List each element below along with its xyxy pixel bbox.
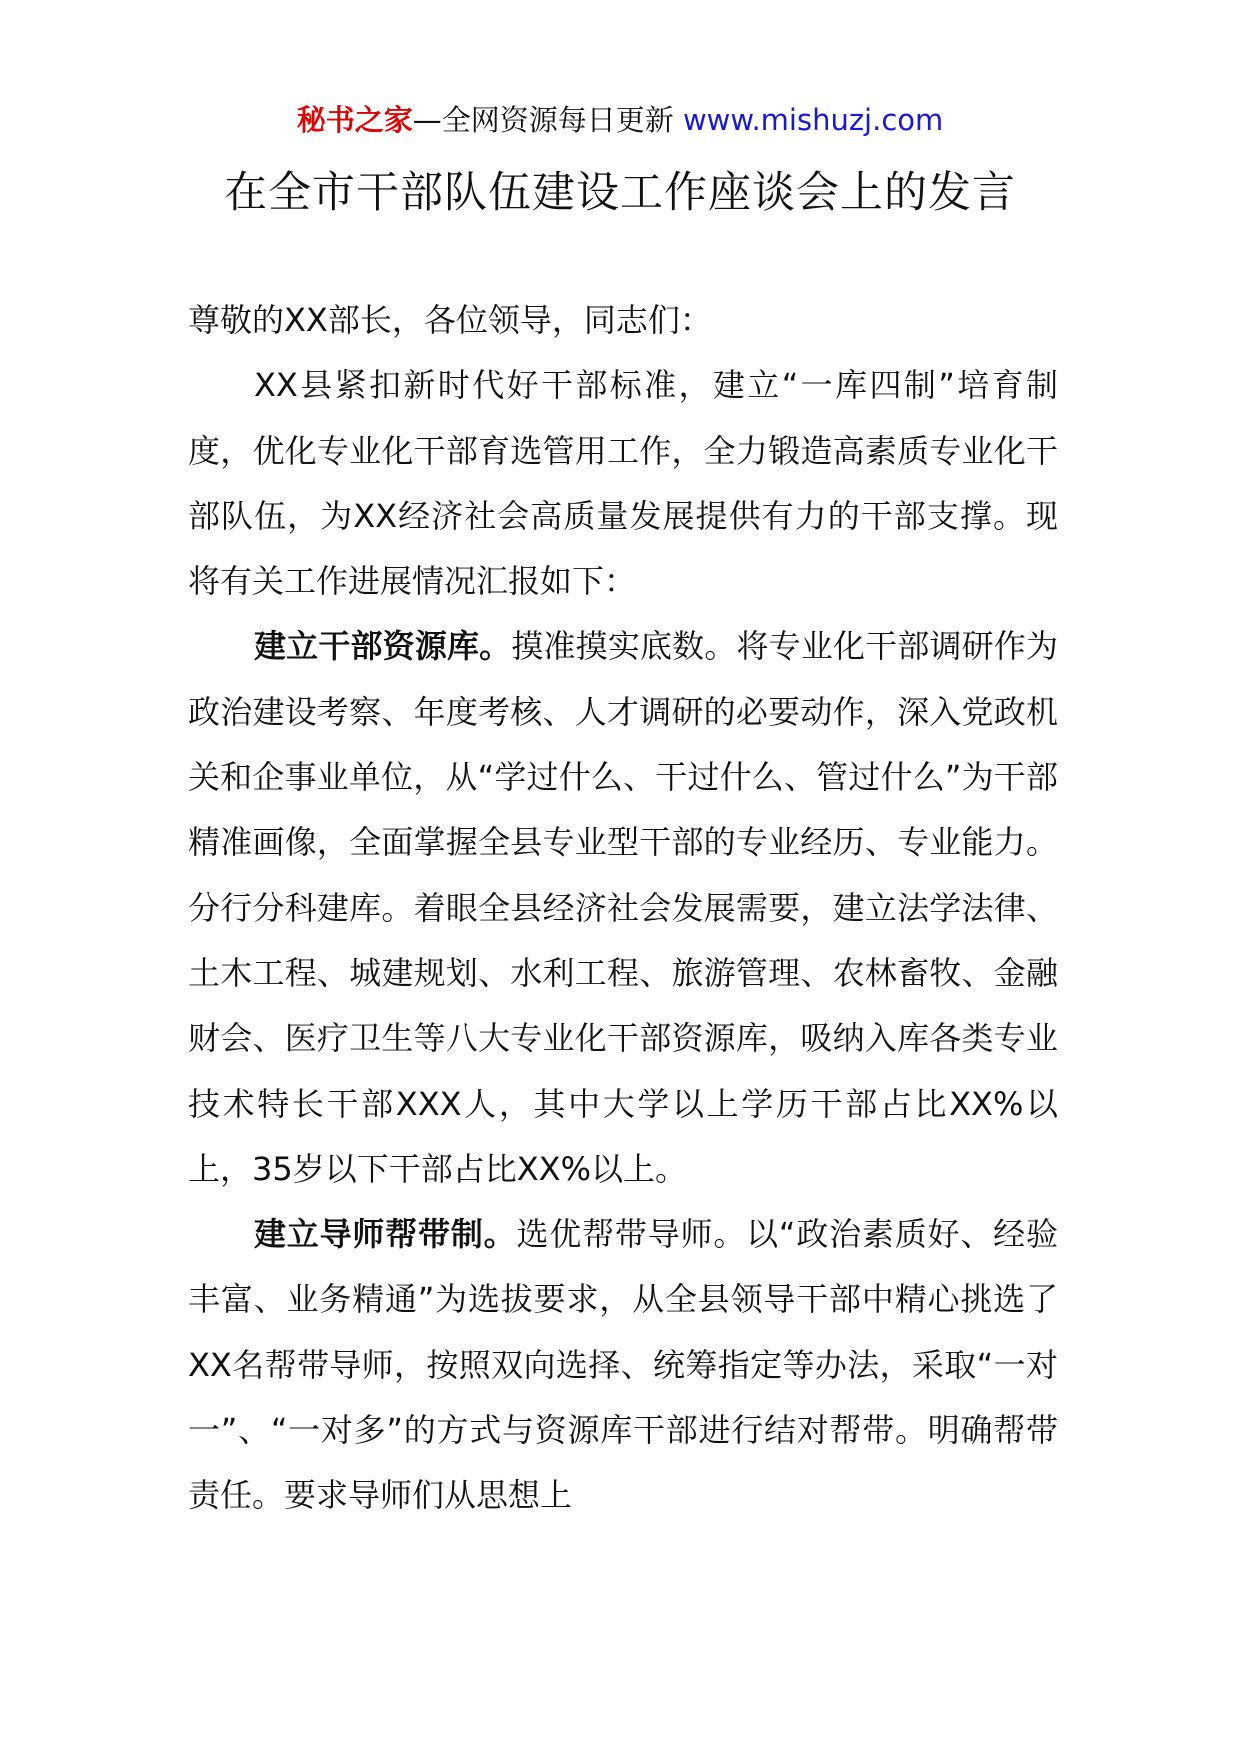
paragraph-text: 摸准摸实底数。将专业化干部调研作为政治建设考察、年度考核、人才调研的必要动作，深入党政机关和企事业单位，从“学过什么、干过什么、管过什么”为干部精准画像，全面掌握全县专业型干部的专业经历、专业能力。分行分科建库。着眼全县经济社会发展需要，建立法学法律、土木工程、城建规划、水利工程、旅游管理、农林畜牧、金融财会、医疗卫生等八大专业化干部资源库，吸纳入库各类专业技术特长干部XXX人，其中大学以上学历干部占比XX%以上，35岁以下干部占比XX%以上。 <box>188 627 1058 1188</box>
document-title: 在全市干部队伍建设工作座谈会上的发言 <box>224 168 1016 218</box>
site-header <box>0 100 1240 140</box>
site-url-link[interactable]: www.mishuzj.com <box>682 103 944 137</box>
paragraph-text: 选优帮带导师。以“政治素质好、经验丰富、业务精通”为选拔要求，从全县领导干部中精心挑选了XX名帮带导师，按照双向选择、统筹指定等办法，采取“一对一”、“一对多”的方式与资源库干部进行结对帮带。明确帮带责任。要求导师们从思想上 <box>188 1215 1058 1515</box>
paragraph-intro <box>188 353 1058 614</box>
paragraph-heading: 建立干部资源库。 <box>254 627 512 666</box>
paragraph-text: XX县紧扣新时代好干部标准，建立“一库四制”培育制度，优化专业化干部育选管用工作，全力锻造高素质专业化干部队伍，为XX经济社会高质量发展提供有力的干部支撑。现将有关工作进展情况汇报如下： <box>188 366 1058 601</box>
document-body <box>188 288 1058 1529</box>
header-tagline: —全网资源每日更新 <box>412 103 674 137</box>
paragraph-resource-pool <box>188 614 1058 1202</box>
paragraph-mentor-system <box>188 1202 1058 1528</box>
brand-name: 秘书之家 <box>296 103 413 137</box>
paragraph-heading: 建立导师帮带制。 <box>254 1215 517 1254</box>
salutation: 尊敬的XX部长，各位领导，同志们： <box>188 301 712 339</box>
